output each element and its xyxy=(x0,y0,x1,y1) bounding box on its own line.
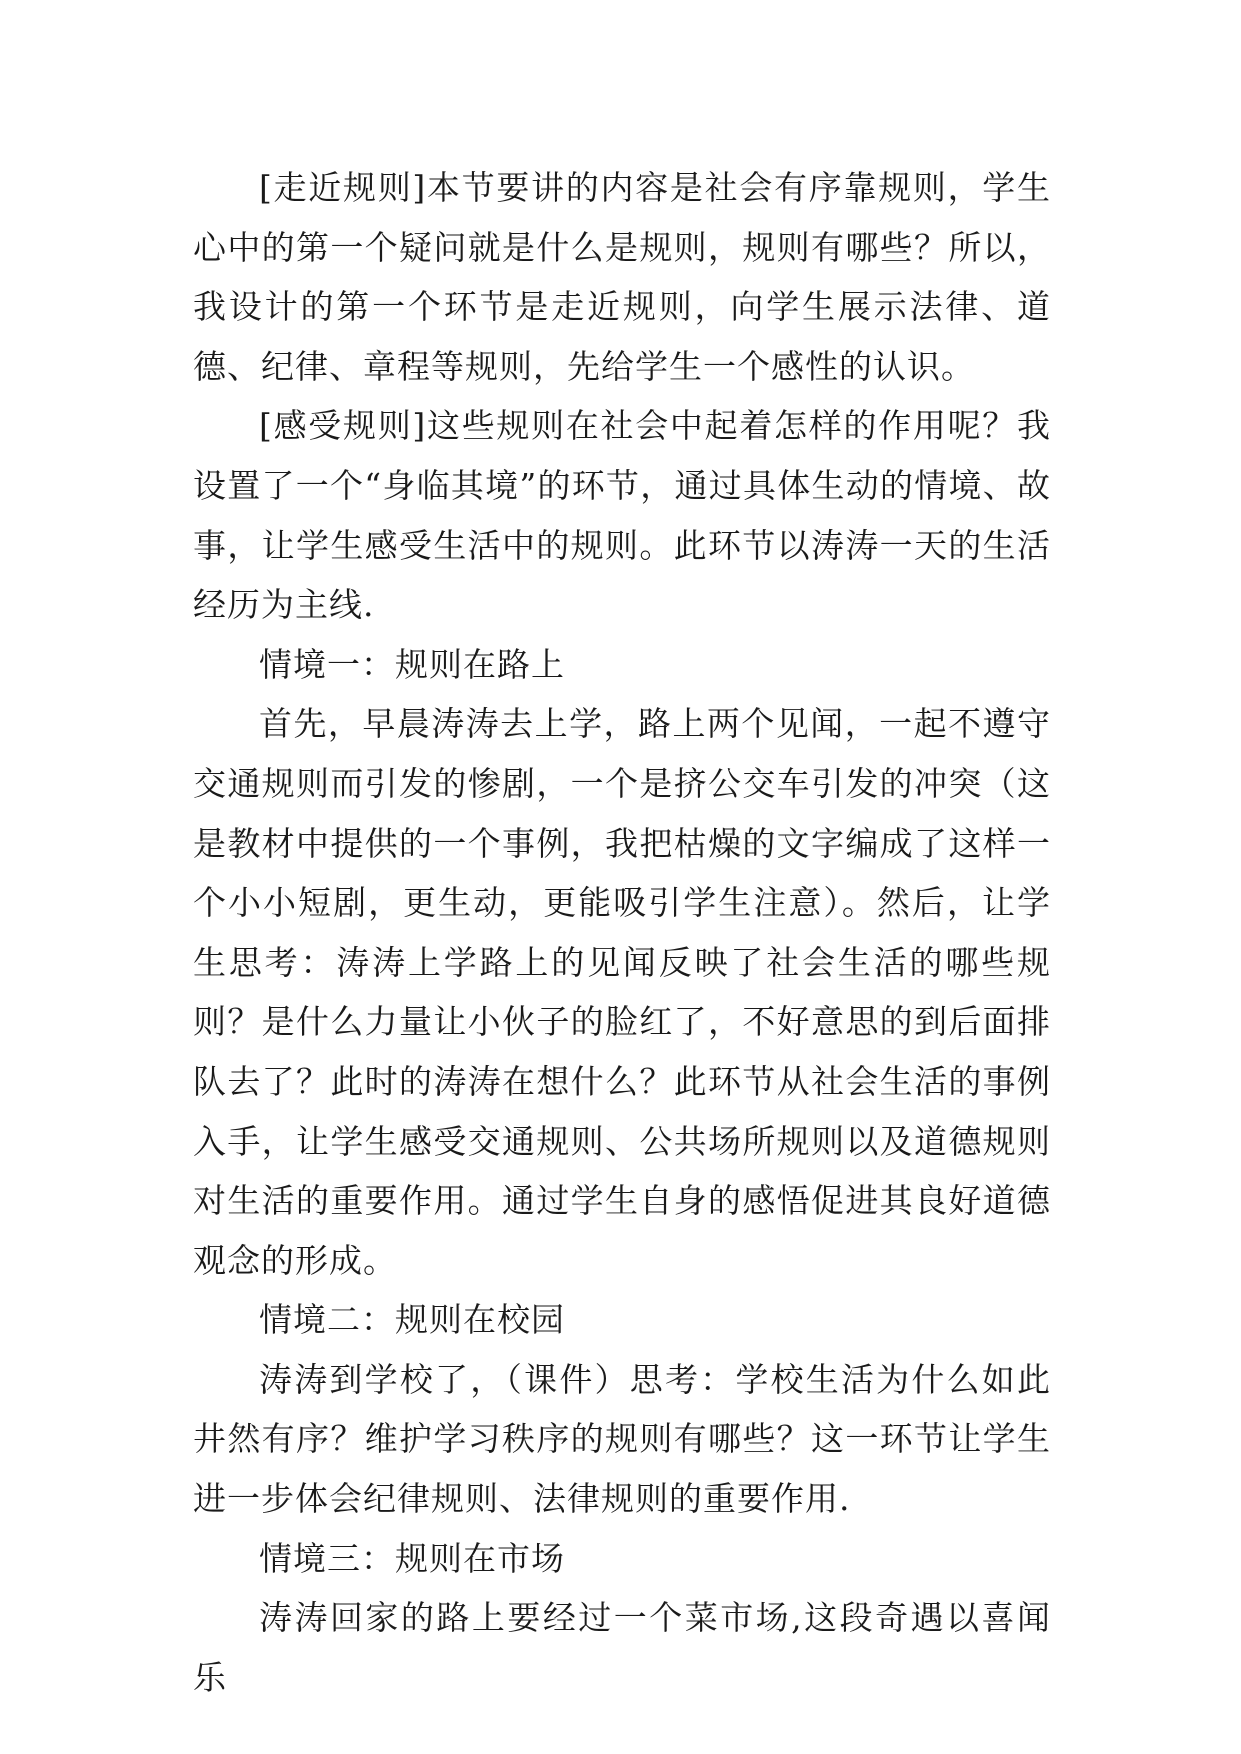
paragraph-scenario-campus: 涛涛到学校了，（课件）思考：学校生活为什么如此井然有序？维护学习秩序的规则有哪些？这一环节让学生进一步体会纪律规则、法律规则的重要作用. xyxy=(193,1359,1051,1519)
document-body xyxy=(193,158,1051,1707)
paragraph-scenario-market: 涛涛回家的路上要经过一个菜市场,这段奇遇以喜闻乐 xyxy=(193,1598,1051,1697)
scenario-heading-market: 情境三：规则在市场 xyxy=(259,1538,565,1578)
scenario-heading-campus: 情境二：规则在校园 xyxy=(259,1300,565,1340)
paragraph-scenario-road: 首先，早晨涛涛去上学，路上两个见闻，一起不遵守交通规则而引发的惨剧，一个是挤公交车引发的冲突（这是教材中提供的一个事例，我把枯燥的文字编成了这样一个小小短剧，更生动，更能吸引学生注意）。然后，让学生思考：涛涛上学路上的见闻反映了社会生活的哪些规则？是什么力量让小伙子的脸红了，不好意思的到后面排队去了？此时的涛涛在想什么？此环节从社会生活的事例入手，让学生感受交通规则、公共场所规则以及道德规则对生活的重要作用。通过学生自身的感悟促进其良好道德观念的形成。 xyxy=(193,704,1051,1280)
paragraph-feel-rules: [感受规则]这些规则在社会中起着怎样的作用呢？我设置了一个“身临其境”的环节，通过具体生动的情境、故事，让学生感受生活中的规则。此环节以涛涛一天的生活经历为主线. xyxy=(193,406,1051,625)
paragraph-approach-rules: [走近规则]本节要讲的内容是社会有序靠规则，学生心中的第一个疑问就是什么是规则，规则有哪些？所以，我设计的第一个环节是走近规则，向学生展示法律、道德、纪律、章程等规则，先给学生一个感性的认识。 xyxy=(193,168,1051,386)
scenario-heading-road: 情境一：规则在路上 xyxy=(259,644,565,684)
